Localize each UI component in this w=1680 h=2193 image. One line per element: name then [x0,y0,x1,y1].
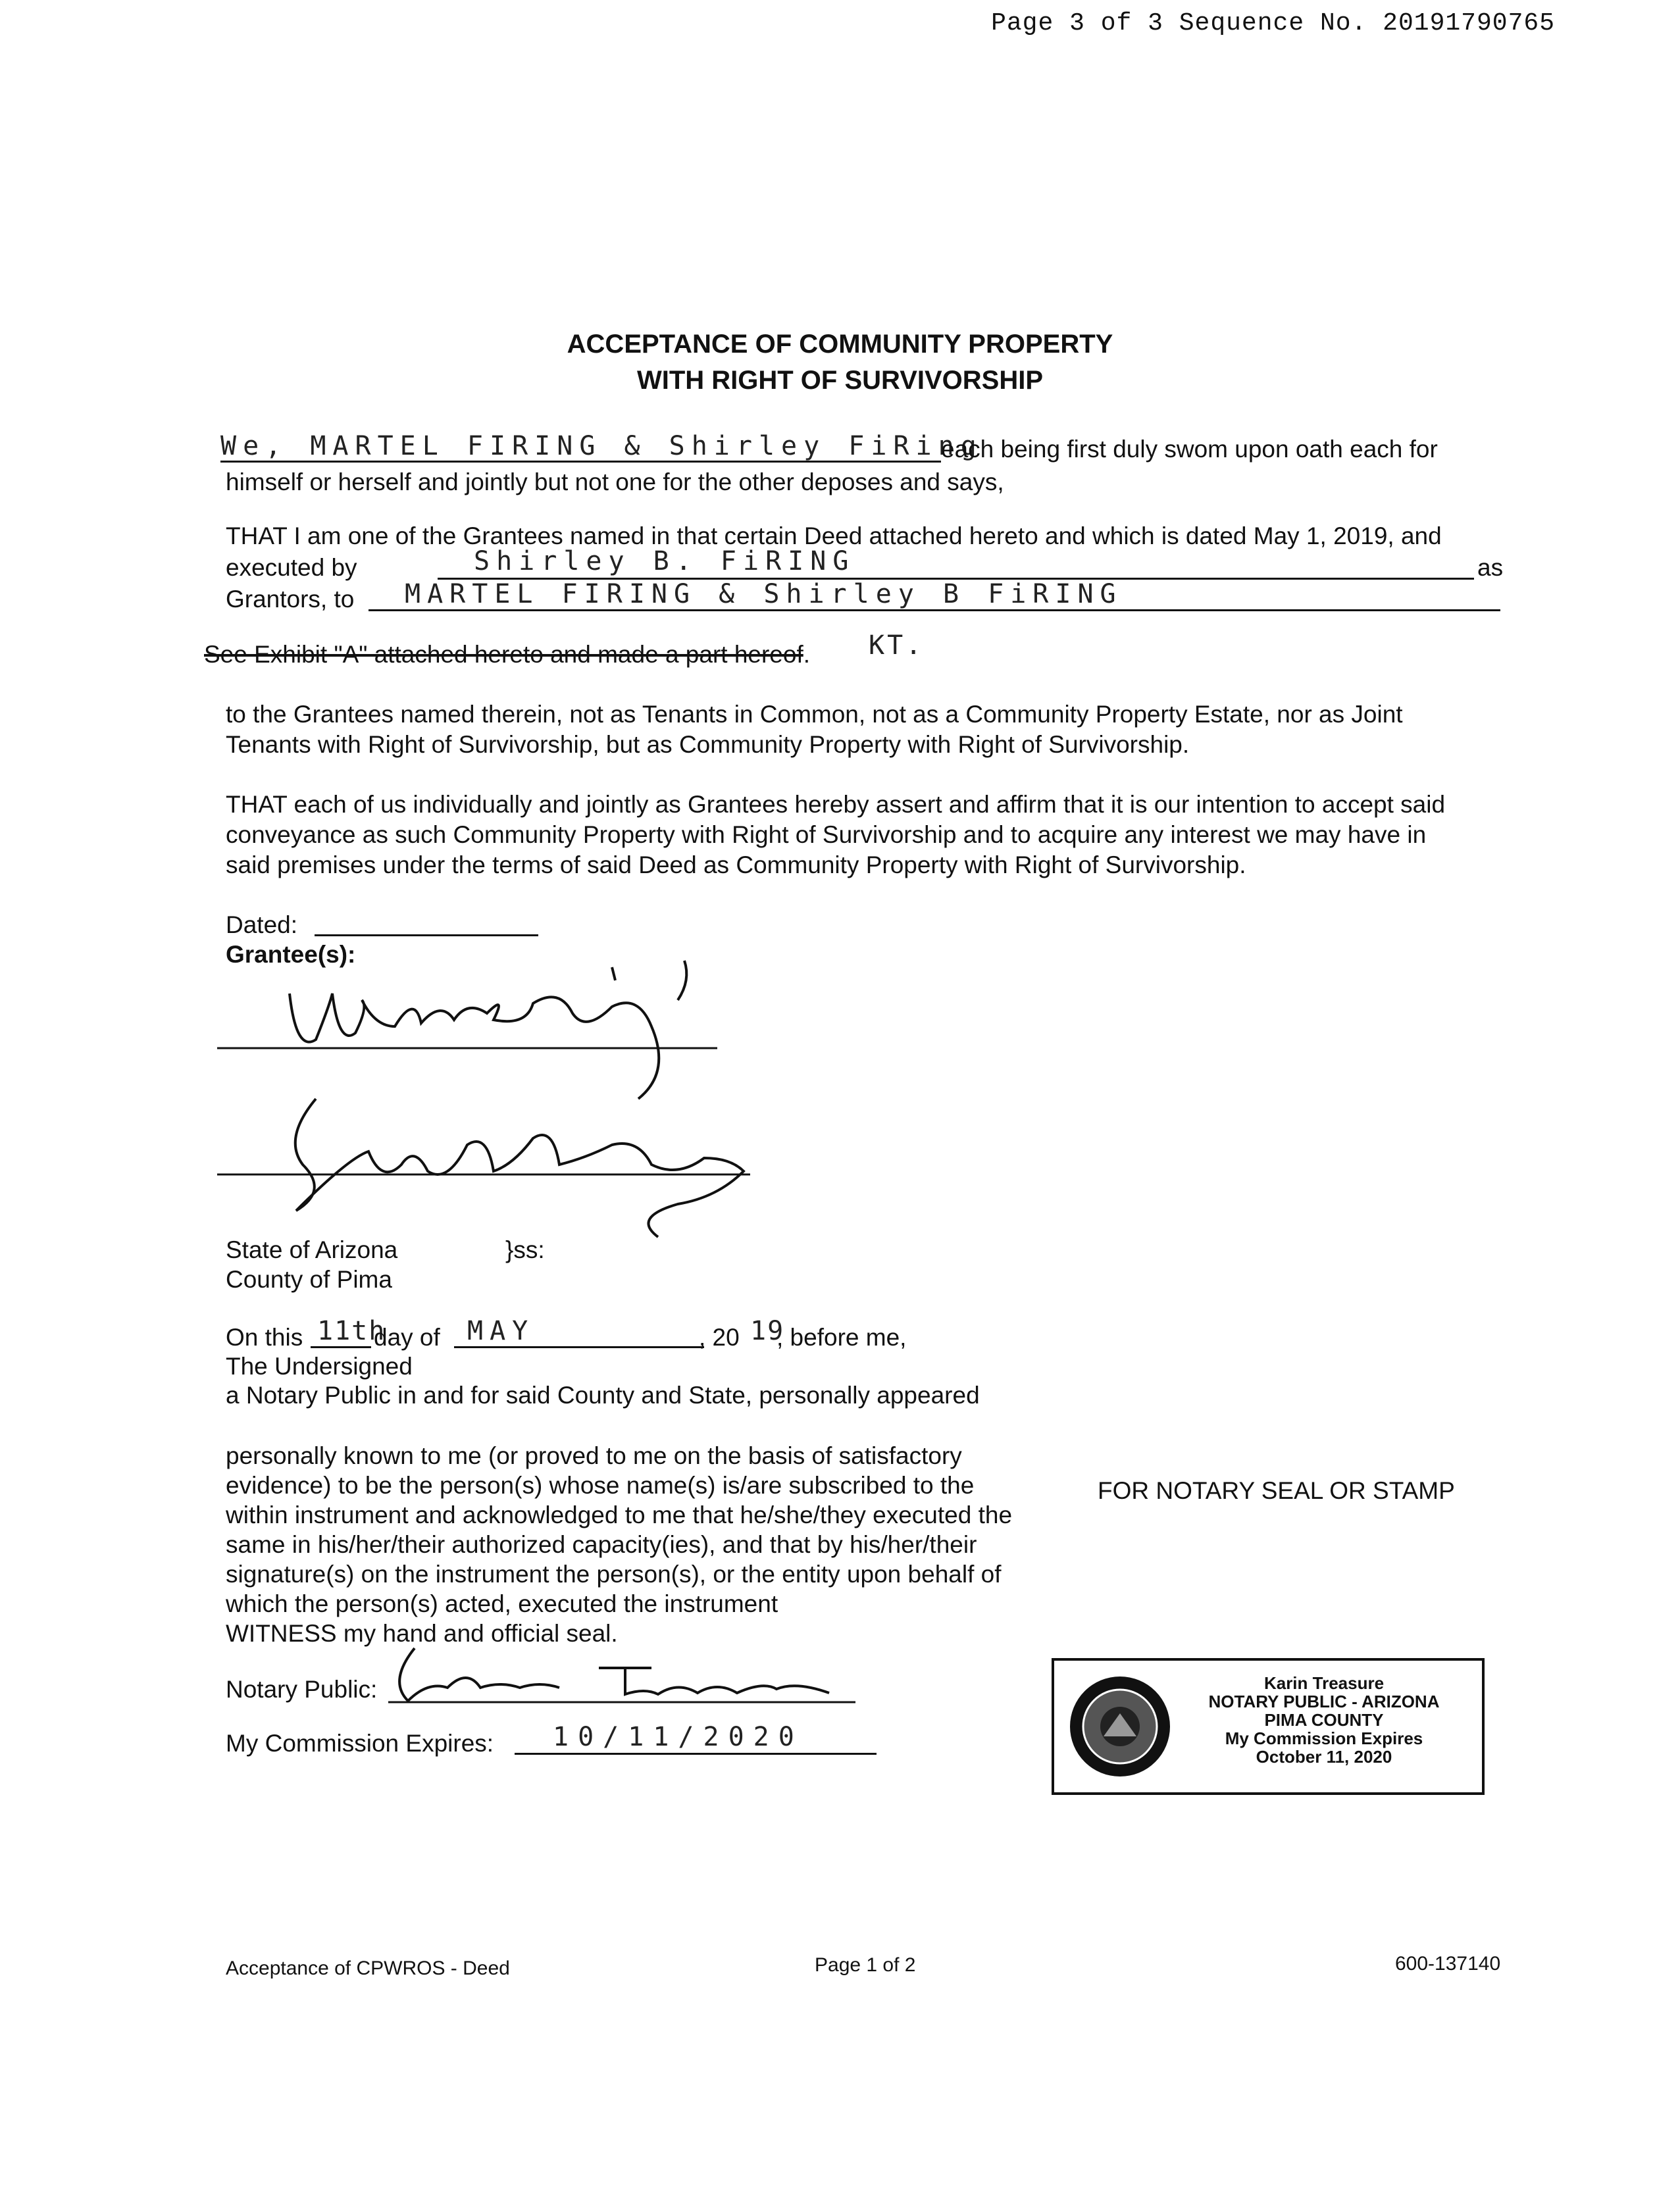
venue-ss: }ss: [505,1236,545,1263]
grantors-value: MARTEL FIRING & Shirley B FiRING [405,579,1123,609]
grantors-underline [369,609,1500,611]
dated-label: Dated: [226,911,298,938]
intro-text-line2: himself or herself and jointly but not one for the other deposes and says, [226,468,1004,495]
grantees-label: Grantee(s): [226,941,356,968]
document-title-line2: WITH RIGHT OF SURVIVORSHIP [636,366,1044,395]
day-value: 11th [317,1316,386,1346]
day-underline [311,1346,371,1348]
grantee-signature-2 [217,1086,796,1250]
paragraph1-line1: THAT I am one of the Grantees named in that certain Deed attached hereto and which is dated May 1, 2019, and [226,522,1442,549]
commission-underline [515,1753,877,1755]
stamp-county: PIMA COUNTY [1264,1710,1384,1730]
dated-underline [315,934,538,936]
ack-line5: signature(s) on the instrument the person(s), or the entity upon behalf of [226,1561,1002,1588]
venue-state: State of Arizona [226,1236,398,1263]
ack-line4: same in his/her/their authorized capacity(ies), and that by his/her/their [226,1531,977,1558]
stamp-title: NOTARY PUBLIC - ARIZONA [1208,1692,1440,1711]
notary-stamp [1052,1658,1485,1795]
month-underline [454,1346,704,1348]
as-label: as [1477,554,1504,581]
before-me-label: , before me, [776,1324,907,1351]
year-prefix: , 20 [699,1324,740,1351]
paragraph3-line3: said premises under the terms of said Deed as Community Property with Right of Survivorship. [226,851,1246,878]
stamp-text [1179,1674,1469,1766]
paragraph3-line2: conveyance as such Community Property with Right of Survivorship and to acquire any interest we may have in [226,821,1427,848]
month-value: MAY [467,1316,535,1346]
undersigned-label: The Undersigned [226,1353,413,1380]
paragraph2-line1: to the Grantees named therein, not as Tenants in Common, not as a Community Property Estate, nor as Joint [226,701,1403,728]
day-of-label: day of [374,1324,440,1351]
names-underline [220,461,941,463]
notary-signature [369,1642,882,1714]
page-sequence-header: Page 3 of 3 Sequence No. 20191790765 [991,9,1555,38]
stamp-expires-date: October 11, 2020 [1256,1747,1392,1767]
document-title-line1: ACCEPTANCE OF COMMUNITY PROPERTY [567,330,1113,359]
state-seal-icon [1067,1674,1173,1779]
ack-line6: which the person(s) acted, executed the instrument [226,1590,778,1617]
initials-handwritten: KT. [869,630,925,661]
appeared-text: a Notary Public in and for said County and State, personally appeared [226,1382,980,1409]
ack-line2: evidence) to be the person(s) whose name(s) is/are subscribed to the [226,1472,975,1499]
footer-doc-number: 600-137140 [1395,1953,1501,1975]
stamp-expires-label: My Commission Expires [1225,1728,1423,1748]
intro-text-line1: each being first duly swom upon oath each for [941,436,1438,463]
ack-line3: within instrument and acknowledged to me that he/she/they executed the [226,1501,1013,1528]
on-this-label: On this [226,1324,303,1351]
ack-line7: WITNESS my hand and official seal. [226,1620,618,1647]
commission-value: 10/11/2020 [553,1722,803,1752]
footer-page: Page 1 of 2 [815,1954,916,1976]
paragraph2-line2: Tenants with Right of Survivorship, but as Community Property with Right of Survivorship. [226,731,1190,758]
struck-exhibit-reference: See Exhibit "A" attached hereto and made a part hereof. [204,641,811,668]
ack-line1: personally known to me (or proved to me on the basis of satisfactory [226,1442,962,1469]
executed-by-label: executed by [226,554,357,581]
notary-public-label: Notary Public: [226,1676,378,1703]
commission-label: My Commission Expires: [226,1730,494,1757]
handwritten-grantee-names: We, MARTEL FIRING & Shirley FiRing [220,431,983,461]
stamp-name: Karin Treasure [1263,1673,1385,1693]
grantee-signature-1 [217,954,757,1105]
paragraph3-line1: THAT each of us individually and jointly as Grantees hereby assert and affirm that it is our intention to accept said [226,791,1446,818]
executed-by-value: Shirley B. FiRING [474,546,855,576]
venue-county: County of Pima [226,1266,392,1293]
footer-left: Acceptance of CPWROS - Deed [226,1957,510,1979]
year-value: 19 [750,1316,785,1346]
seal-label: FOR NOTARY SEAL OR STAMP [1098,1477,1455,1504]
grantors-label: Grantors, to [226,586,355,613]
